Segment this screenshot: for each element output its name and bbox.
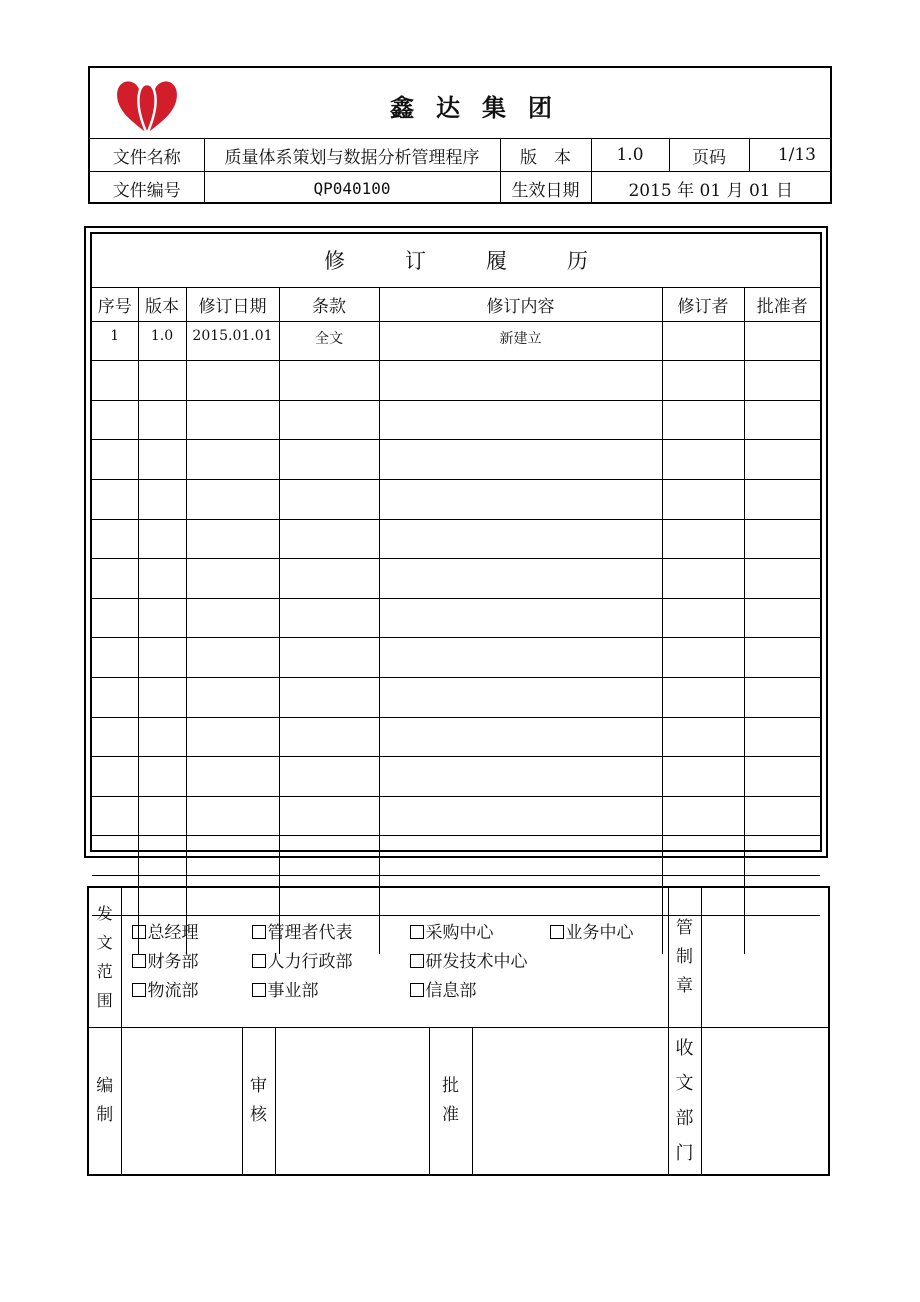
label-char: 制 <box>676 946 694 967</box>
revision-cell[interactable] <box>186 559 279 599</box>
distribution-options <box>121 888 668 1027</box>
revision-cell[interactable]: 1 <box>92 321 138 361</box>
revision-column-header: 修订日期 <box>186 288 279 321</box>
revision-cell[interactable] <box>138 559 186 599</box>
doc-number-label: 文件编号 <box>90 172 204 205</box>
revision-cell[interactable] <box>744 757 820 797</box>
revision-cell[interactable] <box>92 836 138 876</box>
distribution-option[interactable] <box>132 918 252 947</box>
revision-cell[interactable] <box>92 598 138 638</box>
reviewed-label-text <box>243 1072 275 1130</box>
revision-cell[interactable] <box>279 796 379 836</box>
revision-column-header: 修订内容 <box>379 288 662 321</box>
revision-cell[interactable] <box>662 519 744 559</box>
revision-cell[interactable] <box>379 519 662 559</box>
distribution-option[interactable] <box>252 918 410 947</box>
prepared-label <box>89 1027 121 1174</box>
revision-cell[interactable] <box>379 638 662 678</box>
revision-cell[interactable] <box>744 677 820 717</box>
distribution-option-label: 人力行政部 <box>267 952 353 972</box>
revision-row <box>92 321 820 361</box>
revision-cell[interactable] <box>279 559 379 599</box>
label-char: 审 <box>250 1075 267 1096</box>
distribution-option[interactable] <box>132 947 252 976</box>
revision-cell[interactable] <box>186 361 279 401</box>
revision-cell[interactable] <box>186 717 279 757</box>
revision-cell[interactable] <box>186 757 279 797</box>
control-stamp-label <box>668 888 701 1027</box>
revision-cell[interactable] <box>744 321 820 361</box>
revision-cell[interactable] <box>279 717 379 757</box>
checkbox-icon[interactable] <box>252 925 266 939</box>
receiving-dept-label-text <box>669 1031 701 1171</box>
distribution-table <box>89 888 828 1174</box>
label-char: 批 <box>442 1075 459 1096</box>
distribution-option[interactable] <box>132 976 252 1005</box>
revision-cell[interactable] <box>138 598 186 638</box>
revision-cell[interactable] <box>744 519 820 559</box>
distribution-option-label: 物流部 <box>147 981 199 1001</box>
revision-cell[interactable] <box>138 836 186 876</box>
version-value: 1.0 <box>591 139 669 172</box>
revision-cell[interactable] <box>92 361 138 401</box>
revision-cell[interactable] <box>662 361 744 401</box>
page-value: 1/13 <box>749 139 830 172</box>
revision-cell[interactable] <box>744 796 820 836</box>
label-char: 核 <box>250 1104 267 1125</box>
label-char: 编 <box>96 1075 114 1096</box>
doc-name-value: 质量体系策划与数据分析管理程序 <box>204 139 500 172</box>
label-char: 围 <box>96 991 113 1011</box>
revision-cell[interactable] <box>744 717 820 757</box>
revision-cell[interactable] <box>379 479 662 519</box>
revision-cell[interactable] <box>186 400 279 440</box>
company-logo <box>110 72 184 136</box>
page-label: 页码 <box>669 139 749 172</box>
label-char: 准 <box>442 1104 459 1125</box>
revision-history-table <box>92 288 820 954</box>
label-char: 文 <box>675 1072 694 1094</box>
revision-row <box>92 361 820 401</box>
label-char: 收 <box>675 1037 694 1059</box>
revision-column-header: 条款 <box>279 288 379 321</box>
revision-cell[interactable] <box>138 757 186 797</box>
revision-cell[interactable] <box>138 519 186 559</box>
checkbox-icon[interactable] <box>132 954 146 968</box>
revision-header-row <box>92 288 820 321</box>
revision-column-header: 批准者 <box>744 288 820 321</box>
revision-cell[interactable] <box>379 361 662 401</box>
revision-cell[interactable] <box>379 598 662 638</box>
revision-cell[interactable] <box>186 796 279 836</box>
revision-cell[interactable] <box>744 400 820 440</box>
checkbox-icon[interactable] <box>132 983 146 997</box>
label-char: 管 <box>676 917 694 938</box>
revision-cell[interactable] <box>92 677 138 717</box>
revision-column-header: 修订者 <box>662 288 744 321</box>
revision-cell[interactable] <box>379 677 662 717</box>
distribution-option-label: 事业部 <box>267 981 319 1001</box>
distribution-scope-label-text <box>89 899 121 1015</box>
distribution-option-row <box>132 947 668 976</box>
approved-label-text <box>430 1072 472 1130</box>
revision-row <box>92 479 820 519</box>
revision-cell[interactable] <box>92 519 138 559</box>
approved-label <box>429 1027 472 1174</box>
revision-cell[interactable] <box>744 836 820 876</box>
effective-date-label: 生效日期 <box>500 172 591 205</box>
revision-cell[interactable] <box>138 796 186 836</box>
revision-cell[interactable]: 1.0 <box>138 321 186 361</box>
revision-cell[interactable] <box>186 598 279 638</box>
revision-cell[interactable] <box>744 638 820 678</box>
checkbox-icon[interactable] <box>252 954 266 968</box>
revision-cell[interactable] <box>92 559 138 599</box>
revision-cell[interactable] <box>662 321 744 361</box>
revision-cell[interactable] <box>138 717 186 757</box>
revision-cell[interactable] <box>186 638 279 678</box>
revision-history <box>90 232 822 852</box>
revision-cell[interactable] <box>186 677 279 717</box>
checkbox-icon[interactable] <box>252 983 266 997</box>
prepared-label-text <box>89 1072 121 1130</box>
revision-cell[interactable] <box>138 440 186 480</box>
distribution-option[interactable] <box>252 947 410 976</box>
revision-history-frame <box>84 226 828 858</box>
revision-cell[interactable] <box>279 519 379 559</box>
revision-cell[interactable] <box>662 836 744 876</box>
revision-row <box>92 796 820 836</box>
control-stamp-area[interactable] <box>701 888 828 1027</box>
revision-column-header: 版本 <box>138 288 186 321</box>
revision-cell[interactable] <box>186 836 279 876</box>
distribution-option-label: 研发技术中心 <box>425 952 528 972</box>
revision-cell[interactable] <box>662 479 744 519</box>
control-stamp-label-text <box>669 914 701 1001</box>
distribution-block <box>87 886 830 1176</box>
revision-cell[interactable] <box>279 836 379 876</box>
approved-signature-area[interactable] <box>472 1027 668 1174</box>
effective-date-value: 2015 年 01 月 01 日 <box>591 172 830 205</box>
revision-cell[interactable] <box>744 559 820 599</box>
revision-cell[interactable] <box>379 400 662 440</box>
label-char: 门 <box>675 1142 694 1164</box>
revision-row <box>92 400 820 440</box>
revision-cell[interactable] <box>744 479 820 519</box>
company-name: 鑫达集团 <box>390 93 574 122</box>
distribution-option-label: 管理者代表 <box>267 923 353 943</box>
revision-cell[interactable] <box>662 400 744 440</box>
distribution-option[interactable] <box>550 918 660 947</box>
doc-number-value: QP040100 <box>204 172 500 205</box>
distribution-option[interactable] <box>410 947 550 976</box>
revision-cell[interactable] <box>92 717 138 757</box>
distribution-option-row <box>132 976 668 1005</box>
receiving-dept-label <box>668 1027 701 1174</box>
document-header <box>88 66 832 204</box>
revision-cell[interactable] <box>379 836 662 876</box>
revision-cell[interactable] <box>744 440 820 480</box>
revision-cell[interactable] <box>279 400 379 440</box>
distribution-option-label: 财务部 <box>147 952 199 972</box>
revision-cell[interactable] <box>186 479 279 519</box>
revision-cell[interactable] <box>662 638 744 678</box>
revision-cell[interactable] <box>279 757 379 797</box>
revision-cell[interactable] <box>662 559 744 599</box>
revision-cell[interactable] <box>379 717 662 757</box>
revision-cell[interactable] <box>92 440 138 480</box>
revision-row <box>92 519 820 559</box>
revision-cell[interactable] <box>186 519 279 559</box>
revision-column-header: 序号 <box>92 288 138 321</box>
revision-cell[interactable] <box>92 796 138 836</box>
revision-row <box>92 836 820 876</box>
revision-cell[interactable] <box>92 400 138 440</box>
receiving-dept-area[interactable] <box>701 1027 828 1174</box>
revision-cell[interactable] <box>662 796 744 836</box>
reviewed-label <box>242 1027 275 1174</box>
revision-row <box>92 559 820 599</box>
revision-cell[interactable] <box>138 638 186 678</box>
revision-cell[interactable] <box>279 677 379 717</box>
distribution-option[interactable] <box>252 976 410 1005</box>
revision-cell[interactable] <box>279 638 379 678</box>
revision-cell[interactable] <box>138 479 186 519</box>
distribution-option[interactable] <box>410 976 550 1005</box>
distribution-option-label: 总经理 <box>147 923 199 943</box>
label-char: 部 <box>675 1107 694 1129</box>
revision-row <box>92 598 820 638</box>
revision-cell[interactable] <box>138 400 186 440</box>
revision-cell[interactable] <box>138 677 186 717</box>
revision-cell[interactable] <box>662 757 744 797</box>
revision-cell[interactable] <box>92 757 138 797</box>
revision-row <box>92 440 820 480</box>
revision-row <box>92 638 820 678</box>
revision-cell[interactable] <box>138 361 186 401</box>
distribution-scope-label <box>89 888 121 1027</box>
distribution-option-label: 信息部 <box>425 981 477 1001</box>
revision-cell[interactable] <box>279 598 379 638</box>
label-char: 范 <box>96 962 113 982</box>
revision-history-title: 修订履历 <box>92 234 820 288</box>
revision-cell[interactable] <box>662 440 744 480</box>
checkbox-icon[interactable] <box>410 954 424 968</box>
revision-cell[interactable] <box>379 559 662 599</box>
label-char: 制 <box>96 1104 114 1125</box>
document-info-table <box>90 138 830 204</box>
distribution-option-label: 业务中心 <box>565 923 634 943</box>
checkbox-icon[interactable] <box>410 983 424 997</box>
revision-cell[interactable]: 全文 <box>279 321 379 361</box>
revision-row <box>92 677 820 717</box>
label-char: 发 <box>96 904 113 924</box>
distribution-option[interactable] <box>410 918 550 947</box>
revision-cell[interactable] <box>279 361 379 401</box>
label-char: 文 <box>96 933 113 953</box>
revision-cell[interactable] <box>279 440 379 480</box>
prepared-signature-area[interactable] <box>121 1027 242 1174</box>
distribution-option-label: 采购中心 <box>425 923 494 943</box>
revision-cell[interactable] <box>186 440 279 480</box>
revision-cell[interactable] <box>744 361 820 401</box>
revision-cell[interactable] <box>379 796 662 836</box>
revision-cell[interactable]: 2015.01.01 <box>186 321 279 361</box>
revision-cell[interactable] <box>744 598 820 638</box>
revision-row <box>92 757 820 797</box>
revision-cell[interactable] <box>379 440 662 480</box>
revision-cell[interactable] <box>662 677 744 717</box>
revision-cell[interactable] <box>662 598 744 638</box>
revision-cell[interactable] <box>92 638 138 678</box>
checkbox-icon[interactable] <box>410 925 424 939</box>
revision-cell[interactable] <box>662 717 744 757</box>
distribution-option-row <box>132 918 668 947</box>
label-char: 章 <box>676 975 694 996</box>
revision-cell[interactable] <box>92 479 138 519</box>
revision-cell[interactable]: 新建立 <box>379 321 662 361</box>
revision-cell[interactable] <box>279 479 379 519</box>
checkbox-icon[interactable] <box>132 925 146 939</box>
revision-row <box>92 717 820 757</box>
checkbox-icon[interactable] <box>550 925 564 939</box>
revision-cell[interactable] <box>379 757 662 797</box>
doc-name-label: 文件名称 <box>90 139 204 172</box>
version-label: 版 本 <box>500 139 591 172</box>
reviewed-signature-area[interactable] <box>275 1027 429 1174</box>
